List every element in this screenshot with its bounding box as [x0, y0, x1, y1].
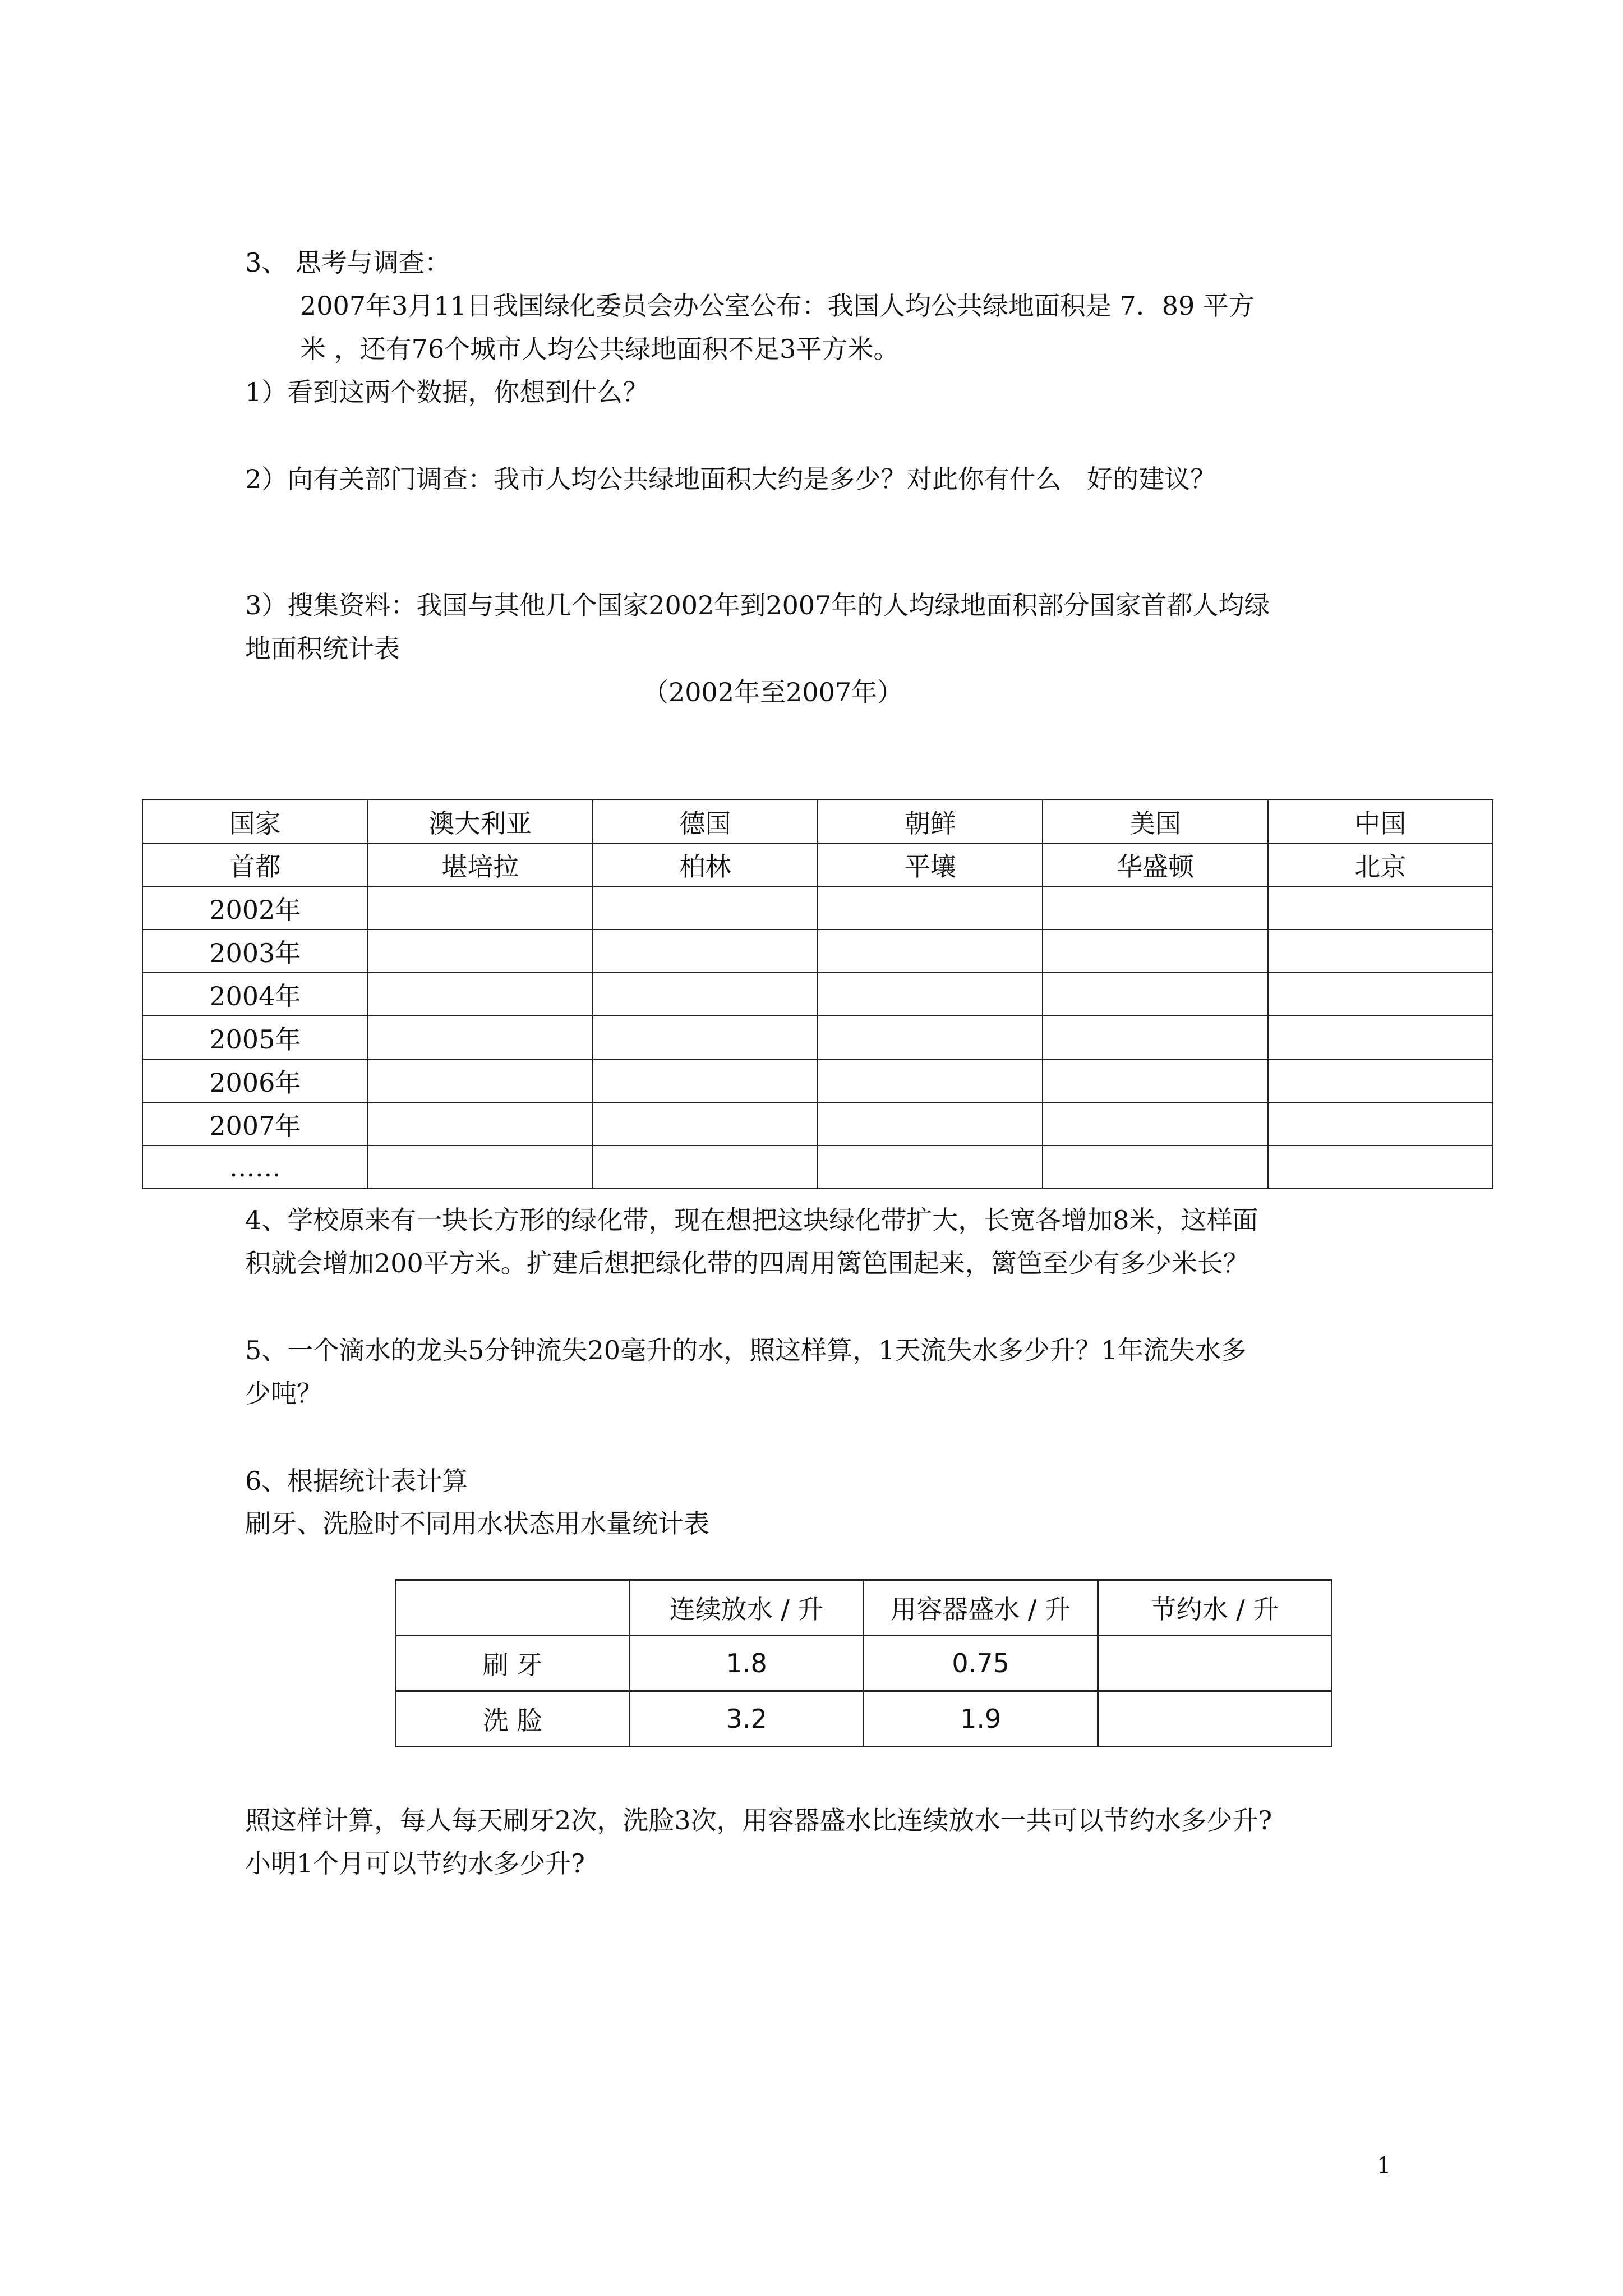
q4-line1: 4、学校原来有一块长方形的绿化带，现在想把这块绿化带扩大，长宽各增加8米，这样面: [245, 1205, 1258, 1235]
table-row: [396, 1636, 1332, 1691]
q5-line1: 5、一个滴水的龙头5分钟流失20毫升的水，照这样算，1天流失水多少升？1年流失水多: [245, 1335, 1247, 1365]
table-cell: [593, 1145, 818, 1189]
table-cell: [1043, 930, 1267, 973]
table-cell: [818, 973, 1043, 1016]
table-cell: [396, 1580, 630, 1636]
table-cell: 刷 牙: [396, 1636, 630, 1691]
table-cell: 1.8: [630, 1636, 864, 1691]
table-cell: 3.2: [630, 1691, 864, 1747]
table-cell: [1268, 973, 1493, 1016]
q5-line2: 少吨？: [245, 1378, 322, 1409]
table-cell: 德国: [593, 800, 818, 843]
table-cell: 洗 脸: [396, 1691, 630, 1747]
table-cell: 堪培拉: [368, 843, 593, 886]
q3-sub3-line1: 3）搜集资料：我国与其他几个国家2002年到2007年的人均绿地面积部分国家首都人均绿: [245, 590, 1270, 620]
page-number: 1: [1377, 2153, 1391, 2179]
table-cell: [593, 1059, 818, 1102]
table-cell: [1268, 930, 1493, 973]
table-cell: [1268, 1059, 1493, 1102]
table-cell: 连续放水 / 升: [630, 1580, 864, 1636]
table-cell: [818, 886, 1043, 930]
table-cell: 用容器盛水 / 升: [864, 1580, 1098, 1636]
table-cell: 中国: [1268, 800, 1493, 843]
table-cell: [1043, 1016, 1267, 1059]
table-cell: 1.9: [864, 1691, 1098, 1747]
table-cell: [368, 1145, 593, 1189]
table-cell: 节约水 / 升: [1098, 1580, 1331, 1636]
q3-table-caption: （2002年至2007年）: [643, 677, 903, 707]
table-cell: [1043, 886, 1267, 930]
table-cell: 平壤: [818, 843, 1043, 886]
q3-intro-line1: 2007年3月11日我国绿化委员会办公室公布：我国人均公共绿地面积是 7．89 平方: [300, 291, 1255, 321]
table-row: [142, 1059, 1493, 1102]
table-cell: ……: [142, 1145, 368, 1189]
table-cell: [368, 1102, 593, 1145]
table-cell: [368, 1059, 593, 1102]
table-cell: [818, 1102, 1043, 1145]
table-cell: [368, 1016, 593, 1059]
table-cell: [593, 886, 818, 930]
table-cell: 首都: [142, 843, 368, 886]
q6-after-line2: 小明1个月可以节约水多少升?: [245, 1848, 585, 1879]
table-cell: [818, 1059, 1043, 1102]
table-cell: [593, 930, 818, 973]
q4-line2: 积就会增加200平方米。扩建后想把绿化带的四周用篱笆围起来，篱笆至少有多少米长？: [245, 1248, 1249, 1278]
table-cell: [1043, 1145, 1267, 1189]
table-row: [396, 1580, 1332, 1636]
table-cell: 2002年: [142, 886, 368, 930]
q6-heading: 6、根据统计表计算: [245, 1466, 468, 1496]
table-cell: 华盛顿: [1043, 843, 1267, 886]
table-row: [396, 1691, 1332, 1747]
table-cell: 2004年: [142, 973, 368, 1016]
table-cell: [593, 1016, 818, 1059]
water-usage-table: [395, 1579, 1332, 1747]
table-cell: 美国: [1043, 800, 1267, 843]
q6-after-line1: 照这样计算，每人每天刷牙2次，洗脸3次，用容器盛水比连续放水一共可以节约水多少升?: [245, 1805, 1272, 1835]
table-cell: [593, 1102, 818, 1145]
table-cell: [1268, 886, 1493, 930]
table-cell: 0.75: [864, 1636, 1098, 1691]
table-cell: [818, 1145, 1043, 1189]
table-cell: [818, 930, 1043, 973]
green-area-table: [142, 799, 1493, 1189]
table-cell: [1098, 1636, 1331, 1691]
table-row: [142, 800, 1493, 843]
q3-intro-line2: 米 ，还有76个城市人均公共绿地面积不足3平方米。: [300, 334, 900, 364]
table-cell: 北京: [1268, 843, 1493, 886]
table-cell: [1043, 973, 1267, 1016]
table-cell: [593, 973, 818, 1016]
table-cell: 2005年: [142, 1016, 368, 1059]
table-cell: [368, 973, 593, 1016]
table-row: [142, 886, 1493, 930]
table-row: [142, 973, 1493, 1016]
table-cell: 柏林: [593, 843, 818, 886]
table-cell: [1098, 1691, 1331, 1747]
q6-table-title: 刷牙、洗脸时不同用水状态用水量统计表: [245, 1508, 709, 1539]
table-cell: [368, 930, 593, 973]
table-row: [142, 1016, 1493, 1059]
table-cell: 澳大利亚: [368, 800, 593, 843]
q3-sub3-line2: 地面积统计表: [245, 633, 400, 664]
table-cell: 2003年: [142, 930, 368, 973]
table-cell: [1043, 1102, 1267, 1145]
table-cell: 2007年: [142, 1102, 368, 1145]
table-row: [142, 1145, 1493, 1189]
table-cell: [1268, 1016, 1493, 1059]
q3-sub1: 1）看到这两个数据，你想到什么？: [245, 377, 649, 407]
q3-heading: 3、 思考与调查：: [245, 247, 450, 278]
table-cell: [1268, 1102, 1493, 1145]
table-row: [142, 843, 1493, 886]
table-cell: 国家: [142, 800, 368, 843]
table-cell: 朝鲜: [818, 800, 1043, 843]
table-cell: [1268, 1145, 1493, 1189]
table-cell: [818, 1016, 1043, 1059]
table-row: [142, 930, 1493, 973]
q3-sub2: 2）向有关部门调查：我市人均公共绿地面积大约是多少？对此你有什么 好的建议？: [245, 464, 1216, 494]
table-cell: 2006年: [142, 1059, 368, 1102]
table-cell: [368, 886, 593, 930]
table-cell: [1043, 1059, 1267, 1102]
table-row: [142, 1102, 1493, 1145]
